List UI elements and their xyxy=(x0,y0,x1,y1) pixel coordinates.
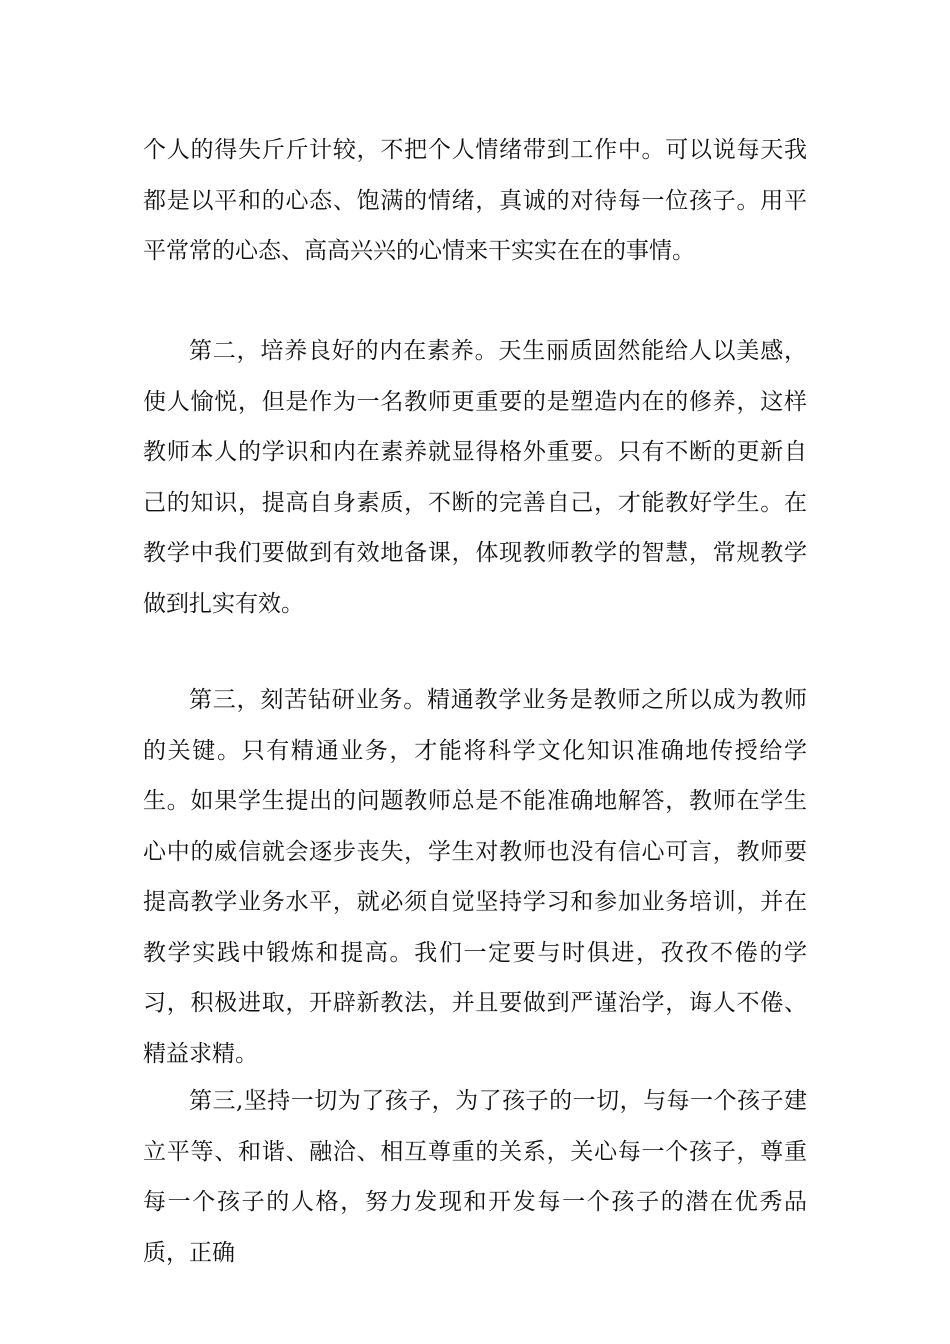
paragraph-third-point: 第三，刻苦钻研业务。精通教学业务是教师之所以成为教师的关键。只有精通业务，才能将科学文化知识准确地传授给学生。如果学生提出的问题教师总是不能准确地解答，教师在学生心中的威信就会逐步丧失，学生对教师也没有信心可言，教师要提高教学业务水平，就必须自觉坚持学习和参加业务培训，并在教学实践中锻炼和提高。我们一定要与时俱进，孜孜不倦的学习，积极进取，开辟新教法，并且要做到严谨治学，诲人不倦、精益求精。 xyxy=(143,687,807,1067)
paragraph-third-point-children: 第三,坚持一切为了孩子，为了孩子的一切，与每一个孩子建立平等、和谐、融洽、相互尊重的关系，关心每一个孩子，尊重每一个孩子的人格，努力发现和开发每一个孩子的潜在优秀品质，正确 xyxy=(143,1088,807,1266)
paragraph-second-point: 第二，培养良好的内在素养。天生丽质固然能给人以美感，使人愉悦，但是作为一名教师更重要的是塑造内在的修养，这样教师本人的学识和内在素养就显得格外重要。只有不断的更新自己的知识，提高自身素质，不断的完善自己，才能教好学生。在教学中我们要做到有效地备课，体现教师教学的智慧，常规教学做到扎实有效。 xyxy=(143,338,807,617)
paragraph-continuation: 个人的得失斤斤计较，不把个人情绪带到工作中。可以说每天我都是以平和的心态、饱满的情绪，真诚的对待每一位孩子。用平平常常的心态、高高兴兴的心情来干实实在在的事情。 xyxy=(143,137,807,264)
